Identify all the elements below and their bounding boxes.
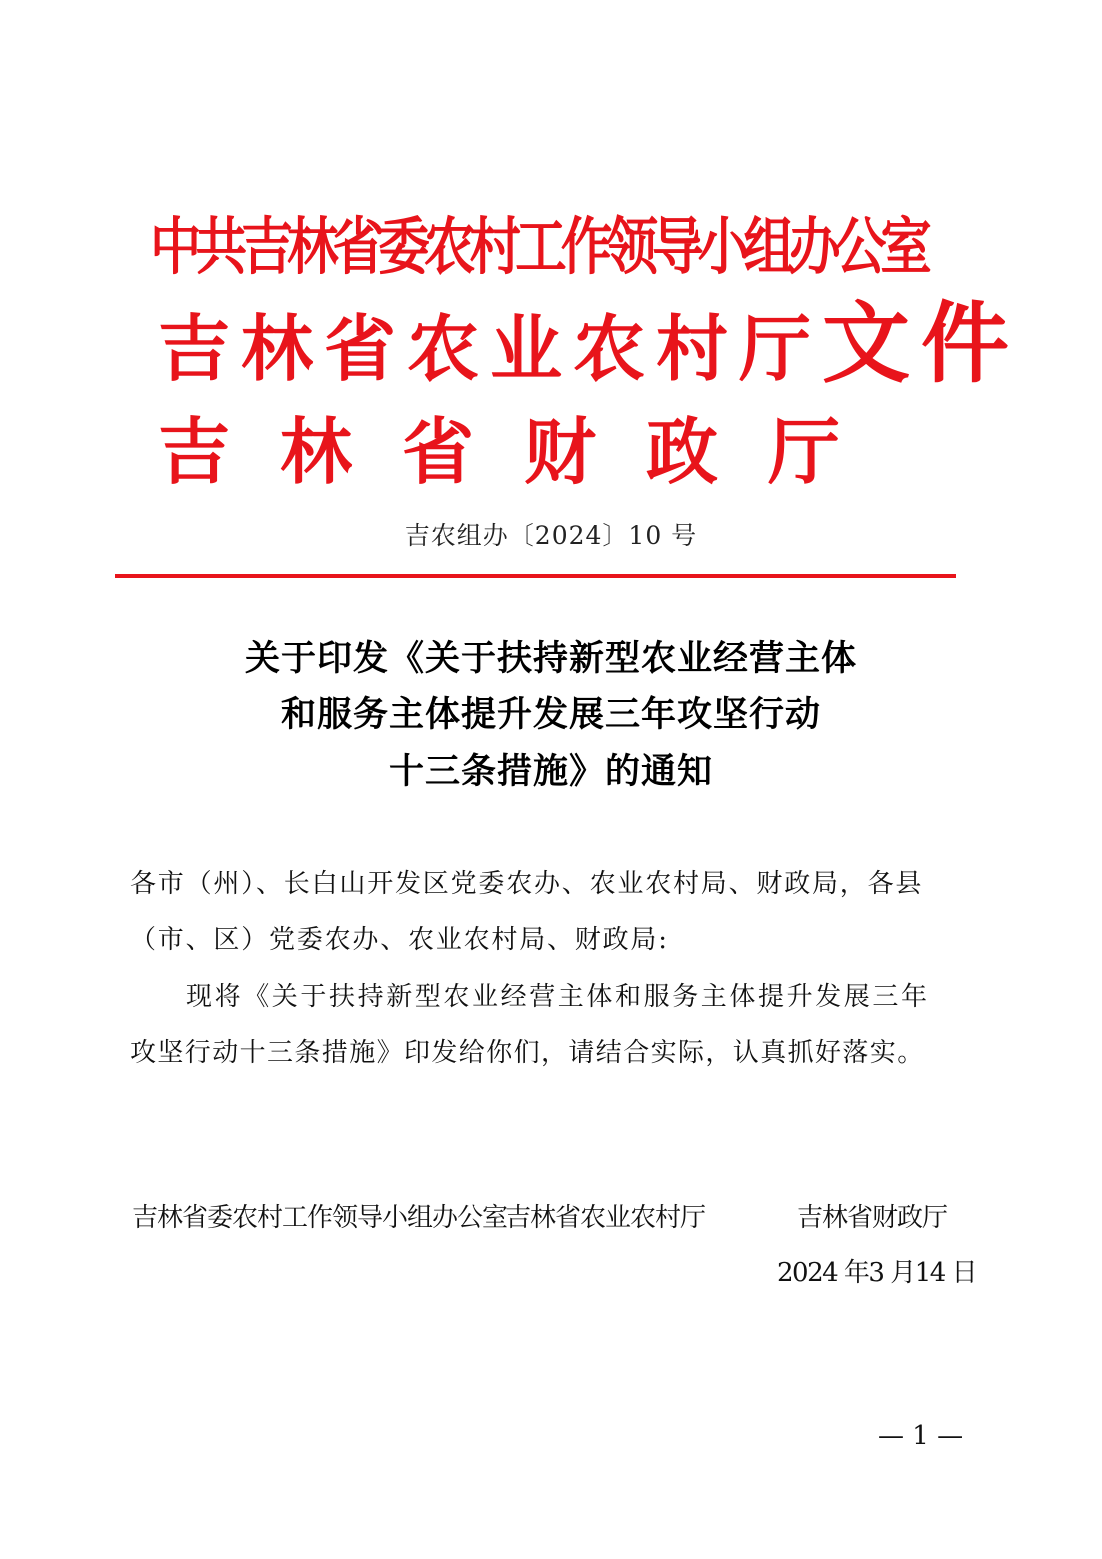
signature-party-office: 吉林省委农村工作领导小组办公室	[132, 1203, 508, 1233]
red-separator-rule	[115, 574, 956, 578]
document-number: 吉农组办〔2024〕10 号	[404, 521, 698, 550]
issuer-line-party-office: 中共吉林省委农村工作领导小组办公室	[150, 210, 927, 283]
title-line-3: 十三条措施》的通知	[388, 752, 713, 792]
signature-agriculture-dept: 吉林省农业农村厅	[505, 1203, 706, 1233]
title-line-1: 关于印发《关于扶持新型农业经营主体	[244, 639, 857, 679]
signature-finance-dept: 吉林省财政厅	[797, 1203, 948, 1233]
issuer-line-agriculture-dept	[158, 292, 1021, 395]
body-paragraph-line-1: 现将《关于扶持新型农业经营主体和服务主体提升发展三年	[186, 982, 930, 1012]
document-word: 文件	[822, 292, 1021, 395]
body-paragraph-line-2: 攻坚行动十三条措施》印发给你们，请结合实际，认真抓好落实。	[130, 1038, 925, 1068]
page-number: — 1 —	[878, 1421, 964, 1451]
issuer-line-finance-dept: 吉林省财政厅	[158, 410, 891, 494]
issuer-agriculture-dept-name: 吉林省农业农村厅	[158, 307, 823, 391]
addressee-line-2: （市、区）党委农办、农业农村局、财政局:	[130, 925, 669, 955]
title-line-2: 和服务主体提升发展三年攻坚行动	[280, 695, 821, 735]
addressee-line-1: 各市（州）、长白山开发区党委农办、农业农村局、财政局，各县	[130, 869, 924, 899]
issue-date: 2024 年3 月14 日	[777, 1258, 977, 1288]
